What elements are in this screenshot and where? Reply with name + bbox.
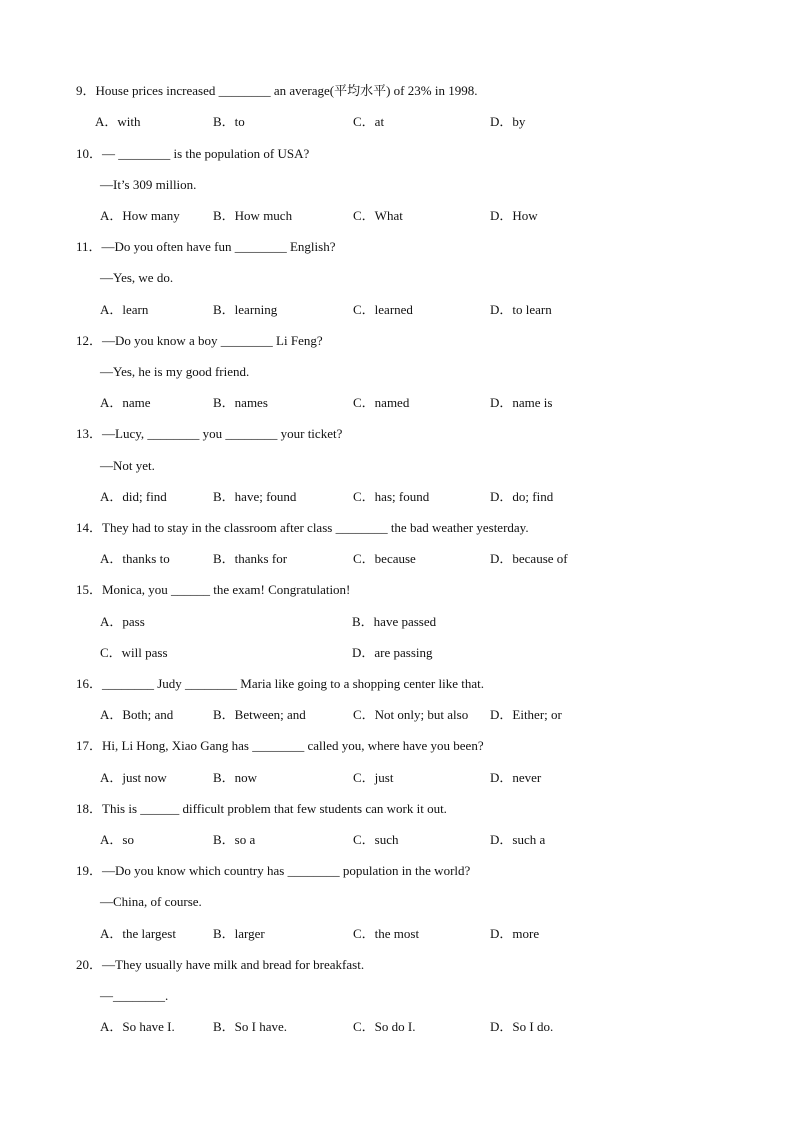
question-19-stem: 19．—Do you know which country has ________ population in the world? — [76, 863, 471, 878]
question-12-stem: 12．—Do you know a boy ________ Li Feng? — [76, 333, 323, 348]
question-20-option-b: B．So I have. — [213, 1019, 288, 1034]
question-19-option-b: B．larger — [213, 926, 265, 941]
question-16-stem: 16．________ Judy ________ Maria like going to a shopping center like that. — [76, 676, 484, 691]
question-13-option-c: C．has; found — [353, 489, 430, 504]
question-11-option-a: A．learn — [100, 302, 149, 317]
question-14-option-c: C．because — [353, 551, 416, 566]
question-19-reply: —China, of course. — [100, 894, 202, 909]
question-20-reply: —________. — [100, 988, 169, 1003]
question-11-option-d: D．to learn — [490, 302, 552, 317]
question-20-option-d: D．So I do. — [490, 1019, 554, 1034]
question-20-option-a: A．So have I. — [100, 1019, 175, 1034]
question-9-option-b: B．to — [213, 114, 245, 129]
question-13-option-a: A．did; find — [100, 489, 167, 504]
question-15-option-a: A．pass — [100, 614, 145, 629]
question-19-option-d: D．more — [490, 926, 540, 941]
question-12-option-d: D．name is — [490, 395, 553, 410]
question-12-option-b: B．names — [213, 395, 268, 410]
question-17-option-c: C．just — [353, 770, 394, 785]
question-11-reply: —Yes, we do. — [100, 270, 174, 285]
question-13-reply: —Not yet. — [100, 458, 155, 473]
question-14-option-b: B．thanks for — [213, 551, 288, 566]
question-10-option-a: A．How many — [100, 208, 180, 223]
question-11-stem: 11．—Do you often have fun ________ English? — [76, 239, 336, 254]
question-9-option-a: A．with — [95, 114, 141, 129]
question-13-option-d: D．do; find — [490, 489, 554, 504]
question-9-stem: 9．House prices increased ________ an average(平均水平) of 23% in 1998. — [76, 83, 478, 98]
question-19-option-c: C．the most — [353, 926, 420, 941]
question-10-option-b: B．How much — [213, 208, 293, 223]
question-16-option-b: B．Between; and — [213, 707, 306, 722]
question-13-stem: 13．—Lucy, ________ you ________ your ticket? — [76, 426, 343, 441]
question-9-option-c: C．at — [353, 114, 385, 129]
question-17-stem: 17．Hi, Li Hong, Xiao Gang has ________ called you, where have you been? — [76, 738, 484, 753]
question-16-option-d: D．Either; or — [490, 707, 562, 722]
question-9-option-d: D．by — [490, 114, 526, 129]
question-11-option-b: B．learning — [213, 302, 278, 317]
question-12-reply: —Yes, he is my good friend. — [100, 364, 250, 379]
question-13-option-b: B．have; found — [213, 489, 297, 504]
question-16-option-c: C．Not only; but also — [353, 707, 469, 722]
question-10-option-d: D．How — [490, 208, 538, 223]
question-10-reply: —It’s 309 million. — [100, 177, 197, 192]
question-16-option-a: A．Both; and — [100, 707, 174, 722]
question-15-option-d: D．are passing — [352, 645, 433, 660]
question-20-stem: 20．—They usually have milk and bread for breakfast. — [76, 957, 365, 972]
question-15-option-c: C．will pass — [100, 645, 168, 660]
question-14-option-a: A．thanks to — [100, 551, 170, 566]
question-18-option-c: C．such — [353, 832, 399, 847]
question-10-stem: 10．— ________ is the population of USA? — [76, 146, 310, 161]
question-18-option-b: B．so a — [213, 832, 256, 847]
question-20-option-c: C．So do I. — [353, 1019, 416, 1034]
question-19-option-a: A．the largest — [100, 926, 176, 941]
question-12-option-a: A．name — [100, 395, 151, 410]
question-17-option-b: B．now — [213, 770, 258, 785]
question-18-stem: 18．This is ______ difficult problem that few students can work it out. — [76, 801, 447, 816]
question-17-option-d: D．never — [490, 770, 542, 785]
question-15-stem: 15．Monica, you ______ the exam! Congratulation! — [76, 582, 351, 597]
question-17-option-a: A．just now — [100, 770, 167, 785]
question-14-option-d: D．because of — [490, 551, 568, 566]
question-15-option-b: B．have passed — [352, 614, 437, 629]
question-12-option-c: C．named — [353, 395, 410, 410]
question-10-option-c: C．What — [353, 208, 403, 223]
question-18-option-d: D．such a — [490, 832, 546, 847]
question-18-option-a: A．so — [100, 832, 134, 847]
question-11-option-c: C．learned — [353, 302, 413, 317]
question-14-stem: 14．They had to stay in the classroom after class ________ the bad weather yesterday. — [76, 520, 529, 535]
